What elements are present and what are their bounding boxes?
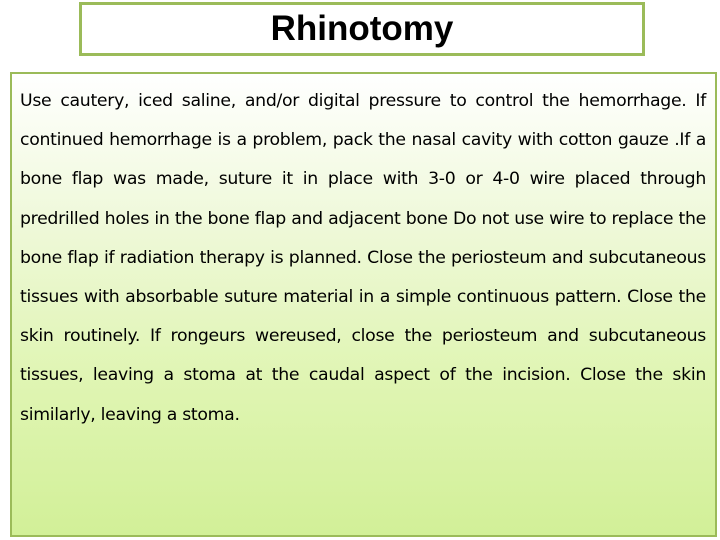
content-box — [10, 72, 717, 537]
body-text: Use cautery, iced saline, and/or digital pressure to control the hemorrhage. If continued hemorrhage is a problem, pack the nasal cavity with cotton gauze .If a bone flap was made, suture it in place with 3-0 or 4-0 wire placed through predrilled holes in the bone flap and adjacent bone Do not use wire to replace the bone flap if radiation therapy is planned. Close the periosteum and subcutaneous tissues with absorbable suture material in a simple continuous pattern. Close the skin routinely. If rongeurs wereused, close the periosteum and subcutaneous tissues, leaving a stoma at the caudal aspect of the incision. Close the skin similarly, leaving a stoma. — [20, 91, 706, 425]
title-box — [79, 2, 645, 56]
slide-title: Rhinotomy — [270, 8, 454, 48]
